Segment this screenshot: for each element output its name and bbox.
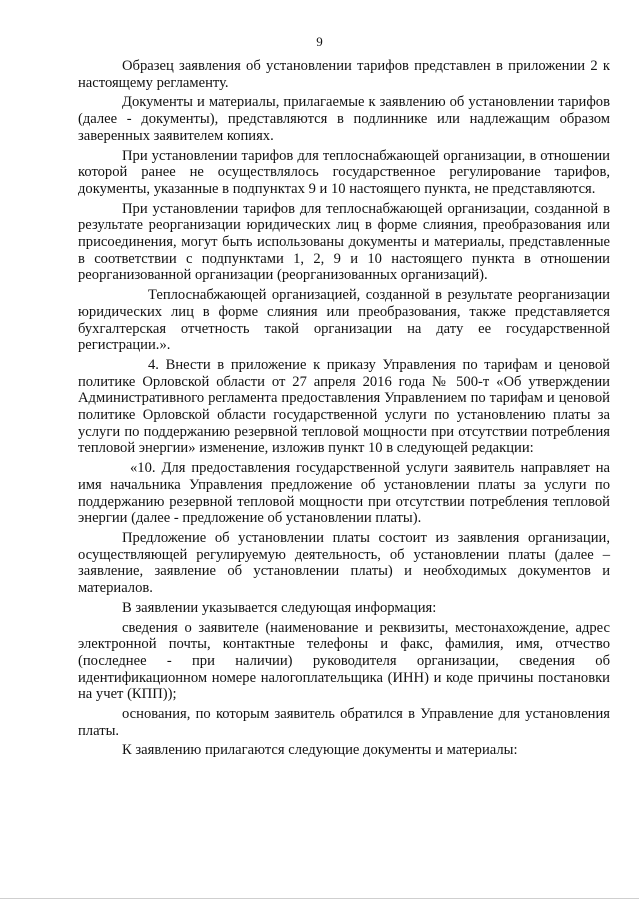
paragraph-documents-submission: Документы и материалы, прилагаемые к заявлению об установлении тарифов (далее - документы), представляются в подлиннике или надлежащим образом заверенных заявителем копиях. [78, 94, 610, 144]
page-number: 9 [316, 34, 323, 49]
paragraph-applicant-details: сведения о заявителе (наименование и реквизиты, местонахождение, адрес электронной почты, контактные телефоны и факс, фамилия, имя, отчество (последнее - при наличии) руководителя организации, сведения об идентификационном номере налогоплательщика (ИНН) и коде причины постановки на учет (КПП)); [78, 619, 610, 703]
paragraph-item-10: «10. Для предоставления государственной услуги заявитель направляет на имя начальника Управления предложение об установлении платы за услуги по поддержанию резервной тепловой мощности при отсутствии потребления тепловой энергии (далее - предложение об установлении платы). [78, 460, 610, 527]
document-body [78, 58, 610, 762]
paragraph-reorganization-documents: При установлении тарифов для теплоснабжающей организации, созданной в результате реорганизации юридических лиц в форме слияния, преобразования или присоединения, могут быть использованы документы и материалы, представленные в соответствии с подпунктами 1, 2, 9 и 10 настоящего пункта в отношении реорганизованной организации (реорганизованных организаций). [78, 200, 610, 284]
paragraph-attachments-intro: К заявлению прилагаются следующие документы и материалы: [122, 742, 518, 759]
paragraph-no-prior-regulation: При установлении тарифов для теплоснабжающей организации, в отношении которой ранее не осуществлялось государственное регулирование тарифов, документы, указанные в подпунктах 9 и 10 настоящего пункта, не представляются. [78, 147, 610, 197]
scan-edge-line [0, 898, 639, 899]
paragraph-application-info: В заявлении указывается следующая информация: [122, 599, 437, 616]
paragraph-grounds: основания, по которым заявитель обратился в Управление для установления платы. [78, 706, 610, 739]
paragraph-fee-proposal: Предложение об установлении платы состоит из заявления организации, осуществляющей регулируемую деятельность, об установлении платы (далее – заявление, заявление об установлении платы) и необходимых документов и материалов. [78, 529, 610, 597]
paragraph-amendment-4: 4. Внести в приложение к приказу Управления по тарифам и ценовой политике Орловской области от 27 апреля 2016 года № 500-т «Об утверждении Административного регламента предоставления Управлением по тарифам и ценовой политике Орловской области государственной услуги по установлению платы за услуги по поддержанию резервной тепловой мощности при отсутствии потребления тепловой энергии» изменение, изложив пункт 10 в следующей редакции: [78, 356, 610, 457]
paragraph-accounting-reports: Теплоснабжающей организацией, созданной в результате реорганизации юридических лиц в форме слияния или преобразования, также представляется бухгалтерская отчетность такой организации на дату ее государственной регистрации.». [78, 287, 610, 354]
paragraph-sample-application: Образец заявления об установлении тарифов представлен в приложении 2 к настоящему регламенту. [78, 58, 610, 91]
